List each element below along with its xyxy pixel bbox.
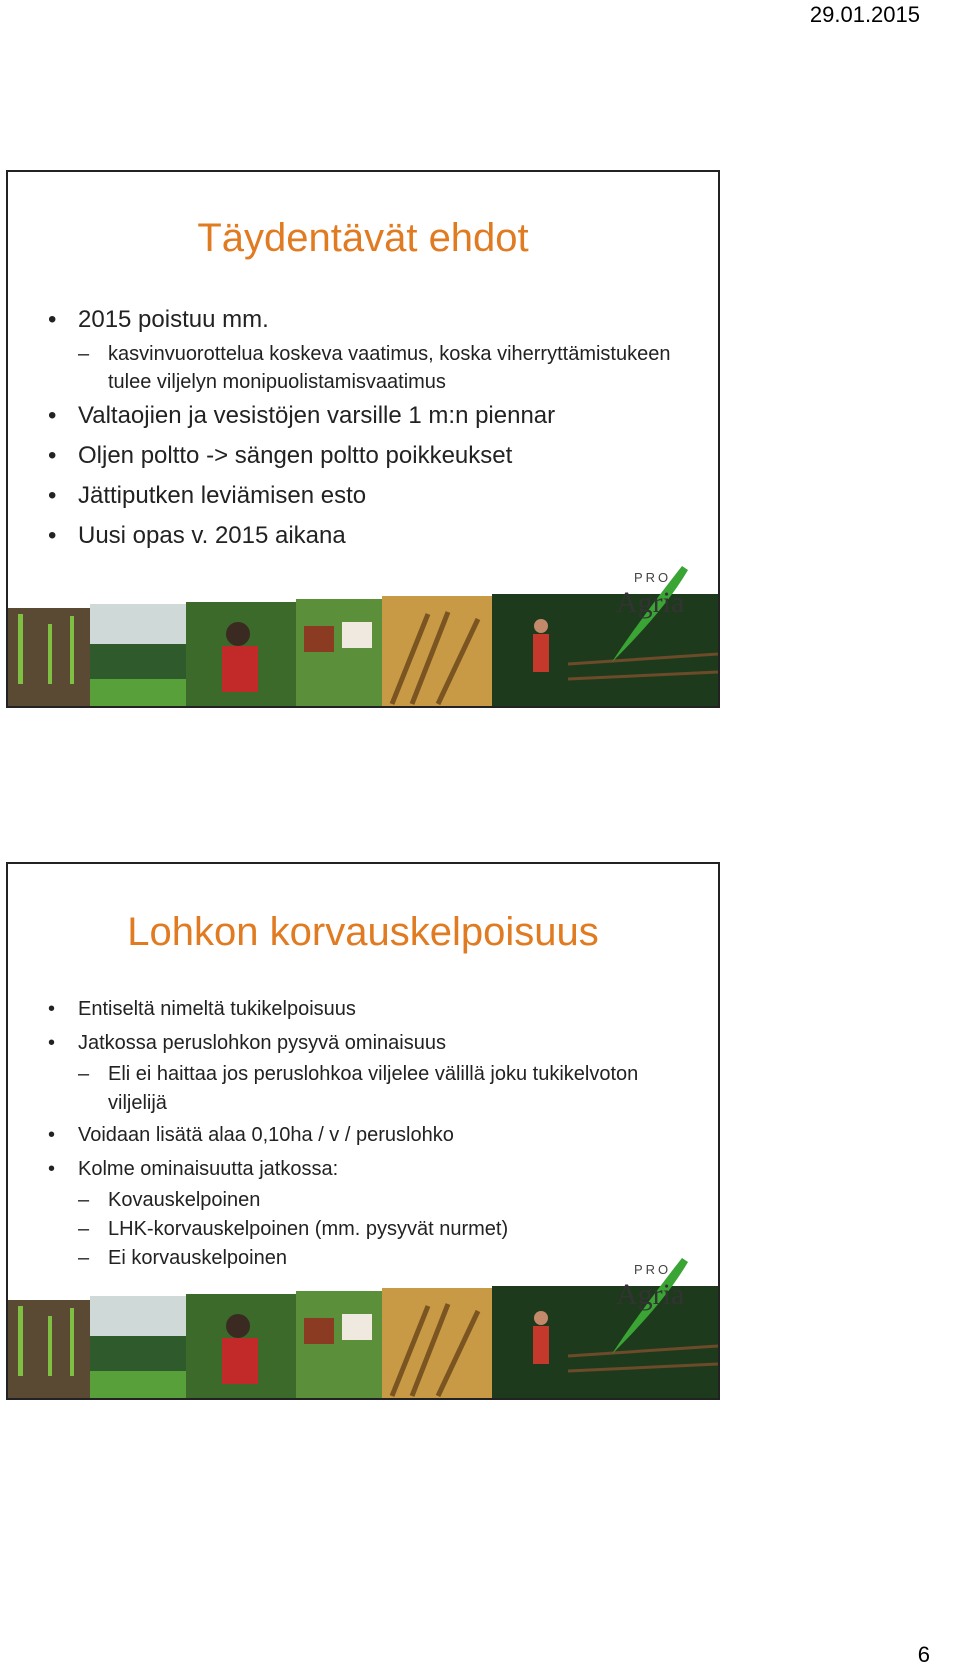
logo-agria-text: Agria bbox=[616, 1278, 685, 1311]
bullet-item: • Uusi opas v. 2015 aikana bbox=[48, 522, 346, 549]
bullet-text: 2015 poistuu mm. bbox=[78, 306, 269, 333]
slide-title: Lohkon korvauskelpoisuus bbox=[127, 910, 599, 954]
sub-bullet-item: – Eli ei haittaa jos peruslohkoa viljelee välillä joku tukikelvoton viljelijä bbox=[78, 1063, 639, 1114]
bullet-text: Entiseltä nimeltä tukikelpoisuus bbox=[78, 998, 356, 1020]
sub-bullet-text: Kovauskelpoinen bbox=[108, 1189, 261, 1211]
sub-bullet-text: LHK-korvauskelpoinen (mm. pysyvät nurmet) bbox=[108, 1218, 509, 1240]
logo-agria-text: Agria bbox=[616, 586, 685, 619]
logo-pro-text: PRO bbox=[634, 1262, 672, 1277]
sub-bullet-text: Ei korvauskelpoinen bbox=[108, 1247, 287, 1269]
bullet-item: • Kolme ominaisuutta jatkossa: bbox=[48, 1158, 339, 1180]
logo-pro-text: PRO bbox=[634, 570, 672, 585]
bullet-list bbox=[48, 992, 698, 1273]
sub-bullet-text: Eli ei haittaa jos peruslohkoa viljelee välillä joku tukikelvoton viljelijä bbox=[108, 1063, 639, 1114]
slide-title: Täydentävät ehdot bbox=[197, 216, 529, 260]
bullet-item: • Oljen poltto -> sängen poltto poikkeukset bbox=[48, 442, 513, 469]
bullet-text: Jatkossa peruslohkon pysyvä ominaisuus bbox=[78, 1032, 446, 1054]
slide-1 bbox=[6, 170, 720, 708]
page-number: 6 bbox=[917, 1642, 930, 1667]
bullet-text: Oljen poltto -> sängen poltto poikkeukset bbox=[78, 442, 513, 469]
bullet-text: Jättiputken leviämisen esto bbox=[78, 482, 367, 509]
bullet-item: • Jatkossa peruslohkon pysyvä ominaisuus bbox=[48, 1032, 446, 1054]
slide-2 bbox=[6, 862, 720, 1400]
bullet-text: Kolme ominaisuutta jatkossa: bbox=[78, 1158, 339, 1180]
sub-bullet-item: – Kovauskelpoinen bbox=[78, 1189, 261, 1211]
cows-photo bbox=[296, 1291, 382, 1398]
sub-bullet-item: – Ei korvauskelpoinen bbox=[78, 1247, 287, 1269]
bullet-item: • Entiseltä nimeltä tukikelpoisuus bbox=[48, 998, 356, 1020]
bullet-text: Uusi opas v. 2015 aikana bbox=[78, 522, 346, 549]
pro-agria-logo bbox=[590, 564, 700, 664]
bullet-text: Valtaojien ja vesistöjen varsille 1 m:n piennar bbox=[78, 402, 556, 429]
cows-photo bbox=[296, 599, 382, 706]
bullet-item: • Voidaan lisätä alaa 0,10ha / v / peruslohko bbox=[48, 1124, 454, 1146]
sub-bullet-item: – kasvinvuorottelua koskeva vaatimus, koska viherryttämistukeen tulee viljelyn monipuolistamisvaatimus bbox=[78, 343, 671, 393]
pro-agria-logo bbox=[590, 1256, 700, 1356]
sub-bullet-item: – LHK-korvauskelpoinen (mm. pysyvät nurmet) bbox=[78, 1218, 509, 1240]
bullet-item: • Valtaojien ja vesistöjen varsille 1 m:n piennar bbox=[48, 402, 556, 429]
bullet-item: • 2015 poistuu mm. bbox=[48, 306, 269, 333]
sub-bullet-text: kasvinvuorottelua koskeva vaatimus, koska viherryttämistukeen tulee viljelyn monipuolistamisvaatimus bbox=[108, 343, 671, 393]
bullet-item: • Jättiputken leviämisen esto bbox=[48, 482, 367, 509]
bullet-list bbox=[48, 300, 698, 556]
print-date: 29.01.2015 bbox=[809, 2, 920, 27]
bullet-text: Voidaan lisätä alaa 0,10ha / v / peruslohko bbox=[78, 1124, 454, 1146]
